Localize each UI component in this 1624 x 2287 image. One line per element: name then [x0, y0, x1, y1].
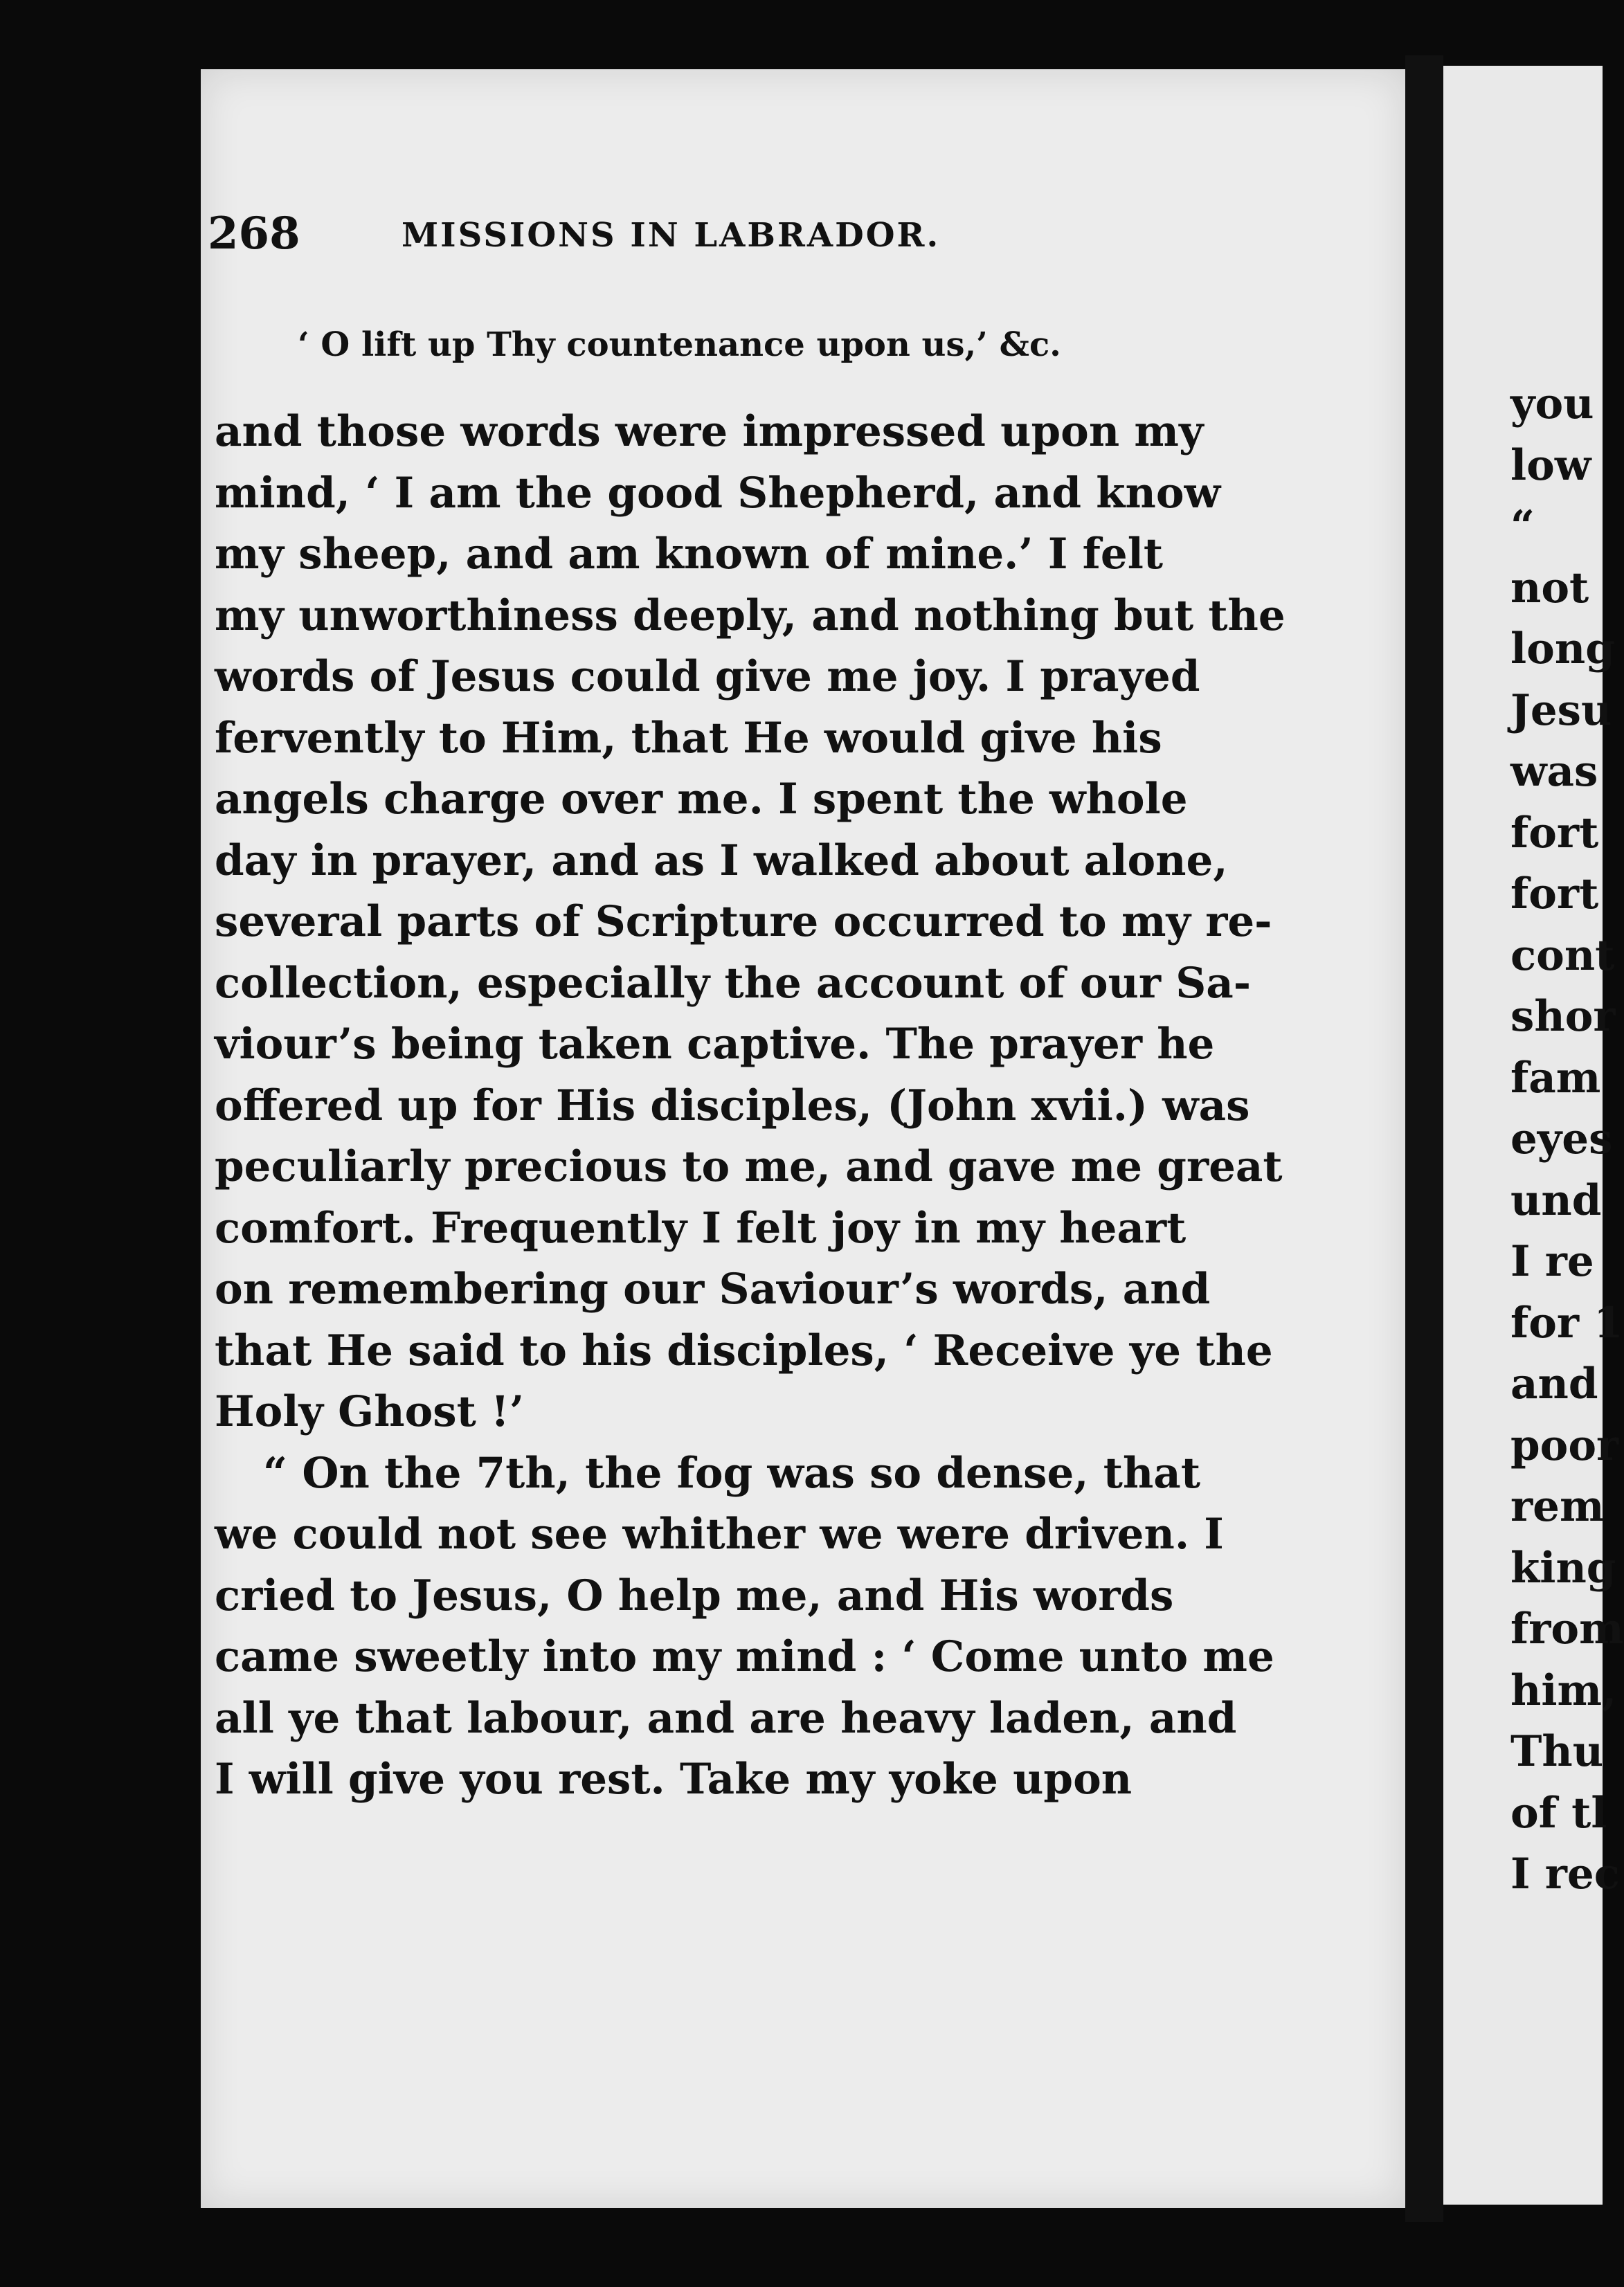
facing-text-fragment: not [1510, 563, 1589, 613]
facing-text-fragment: cont [1510, 930, 1615, 980]
facing-text-fragment: eyes [1510, 1114, 1613, 1164]
facing-text-fragment: I re [1510, 1237, 1594, 1286]
text-line: my sheep, and am known of mine.’ I felt [215, 530, 1164, 579]
facing-text-fragment: poor [1510, 1420, 1619, 1470]
text-line: came sweetly into my mind : ‘ Come unto me [215, 1632, 1274, 1681]
text-line: fervently to Him, that He would give his [215, 713, 1162, 763]
facing-text-fragment: “ [1510, 502, 1535, 551]
text-line: Holy Ghost !’ [215, 1387, 525, 1436]
text-line: day in prayer, and as I walked about alone, [215, 835, 1228, 885]
text-line: my unworthiness deeply, and nothing but the [215, 590, 1285, 640]
facing-text-fragment: Jesu [1510, 685, 1612, 735]
facing-text-fragment: I rec [1510, 1850, 1620, 1899]
facing-text-fragment: you [1510, 379, 1594, 428]
facing-text-fragment: of tl [1510, 1788, 1607, 1838]
page-header [208, 208, 1142, 291]
text-line: I will give you rest. Take my yoke upon [215, 1755, 1133, 1804]
facing-text-fragment: long [1510, 624, 1615, 674]
text-line: that He said to his disciples, ‘ Receive ye the [215, 1326, 1273, 1375]
text-line: and those words were impressed upon my [215, 407, 1204, 456]
epigraph: ‘ O lift up Thy countenance upon us,’ &c. [298, 325, 1061, 364]
facing-text-fragment: for 1 [1510, 1298, 1623, 1348]
text-line: words of Jesus could give me joy. I prayed [215, 652, 1200, 701]
text-line: comfort. Frequently I felt joy in my heart [215, 1203, 1187, 1253]
facing-page-text [1510, 374, 1624, 1906]
facing-text-fragment: und [1510, 1175, 1602, 1225]
facing-text-fragment: king [1510, 1543, 1616, 1593]
facing-text-fragment: shor [1510, 992, 1616, 1041]
page-number: 268 [208, 208, 300, 260]
text-line: viour’s being taken captive. The prayer he [215, 1020, 1215, 1069]
body-text [215, 401, 1285, 1811]
facing-text-fragment: Thu [1510, 1727, 1604, 1776]
text-line: several parts of Scripture occurred to my re- [215, 897, 1272, 946]
text-line: mind, ‘ I am the good Shepherd, and know [215, 468, 1221, 518]
facing-page [1443, 66, 1624, 2205]
facing-text-fragment: rem [1510, 1482, 1605, 1531]
text-line: offered up for His disciples, (John xvii.) was [215, 1081, 1250, 1130]
facing-text-fragment: low [1510, 440, 1591, 490]
facing-text-fragment: fam [1510, 1053, 1601, 1103]
text-line: all ye that labour, and are heavy laden, and [215, 1693, 1237, 1743]
facing-text-fragment: fort [1510, 808, 1599, 858]
text-line: peculiarly precious to me, and gave me great [215, 1142, 1283, 1191]
text-line: angels charge over me. I spent the whole [215, 775, 1188, 824]
facing-text-fragment: was [1510, 747, 1598, 796]
text-line: collection, especially the account of our Sa- [215, 958, 1252, 1008]
facing-text-fragment: and [1510, 1359, 1598, 1409]
text-line: on remembering our Saviour’s words, and [215, 1265, 1211, 1314]
running-title: MISSIONS IN LABRADOR. [402, 216, 941, 255]
facing-text-fragment: him, [1510, 1665, 1617, 1715]
text-line: “ On the 7th, the fog was so dense, that [263, 1448, 1201, 1498]
text-line: we could not see whither we were driven. I [215, 1510, 1224, 1559]
text-line: cried to Jesus, O help me, and His words [215, 1571, 1174, 1620]
facing-text-fragment: from [1510, 1604, 1624, 1654]
book-gutter [1405, 55, 1443, 2222]
facing-text-fragment: fort [1510, 869, 1599, 919]
